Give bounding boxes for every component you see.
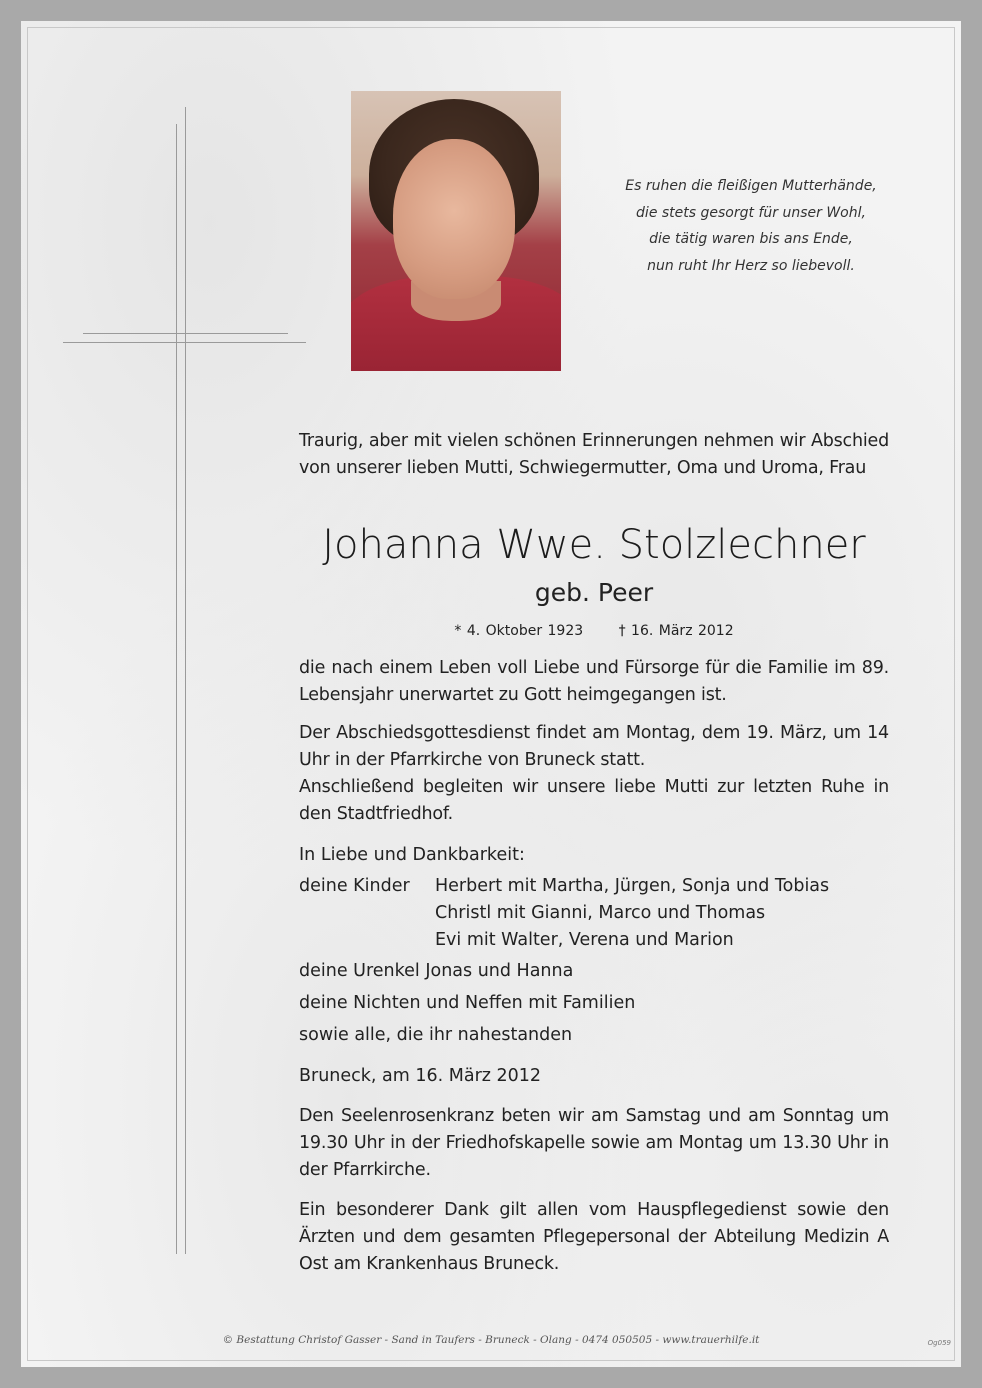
nieces-nephews: deine Nichten und Neffen mit Familien <box>299 993 636 1013</box>
footer-credit: © Bestattung Christof Gasser - Sand in Taufers - Bruneck - Olang - 0474 050505 - www.trauerhilfe.it <box>222 1334 760 1346</box>
birth-date: * 4. Oktober 1923 <box>454 623 584 639</box>
children-row <box>299 873 829 900</box>
burial-text: Anschließend begleiten wir unsere liebe Mutti zur letzten Ruhe in den Stadtfriedhof. <box>299 777 889 824</box>
life-dates <box>299 621 889 641</box>
rosary-text: Den Seelenrosenkranz beten wir am Samstag und am Sonntag um 19.30 Uhr in der Friedhofskapelle sowie am Montag um 13.30 Uhr in der Pfarrkirche. <box>299 1106 889 1180</box>
death-date: † 16. März 2012 <box>618 623 734 639</box>
obituary-sheet <box>21 21 961 1367</box>
poem-line: die stets gesorgt für unser Wohl, <box>636 204 866 221</box>
deceased-name: Johanna Wwe. Stolzlechner <box>322 522 866 568</box>
maiden-name: geb. Peer <box>534 578 654 607</box>
children-label: deine Kinder <box>299 876 410 896</box>
portrait-photo <box>351 91 561 371</box>
intro-text: Traurig, aber mit vielen schönen Erinnerungen nehmen wir Abschied von unserer lieben Mutti, Schwiegermutter, Oma und Uroma, Frau <box>299 431 889 478</box>
memorial-poem <box>601 173 901 279</box>
poem-line: Es ruhen die fleißigen Mutterhände, <box>625 178 877 194</box>
mourners-heading: In Liebe und Dankbarkeit: <box>299 845 525 865</box>
place-date: Bruneck, am 16. März 2012 <box>299 1066 542 1086</box>
poem-line: nun ruht Ihr Herz so liebevoll. <box>647 257 855 274</box>
child-family: Evi mit Walter, Verena und Marion <box>435 930 734 950</box>
passing-text: die nach einem Leben voll Liebe und Fürsorge für die Familie im 89. Lebensjahr unerwartet zu Gott heimgegangen ist. <box>299 658 889 705</box>
great-grandchildren: deine Urenkel Jonas und Hanna <box>299 961 574 981</box>
child-family: Herbert mit Martha, Jürgen, Sonja und Tobias <box>435 876 830 896</box>
poem-line: die tätig waren bis ans Ende, <box>649 231 853 247</box>
funeral-text: Der Abschiedsgottesdienst findet am Montag, dem 19. März, um 14 Uhr in der Pfarrkirche von Bruneck statt. <box>299 723 889 770</box>
thanks-text: Ein besonderer Dank gilt allen vom Hauspflegedienst sowie den Ärzten und dem gesamten Pflegepersonal der Abteilung Medizin A Ost am Krankenhaus Bruneck. <box>299 1200 889 1274</box>
signature-code: Og059 <box>927 1339 951 1347</box>
child-family: Christl mit Gianni, Marco und Thomas <box>435 903 766 923</box>
other-mourners: sowie alle, die ihr nahestanden <box>299 1025 573 1045</box>
